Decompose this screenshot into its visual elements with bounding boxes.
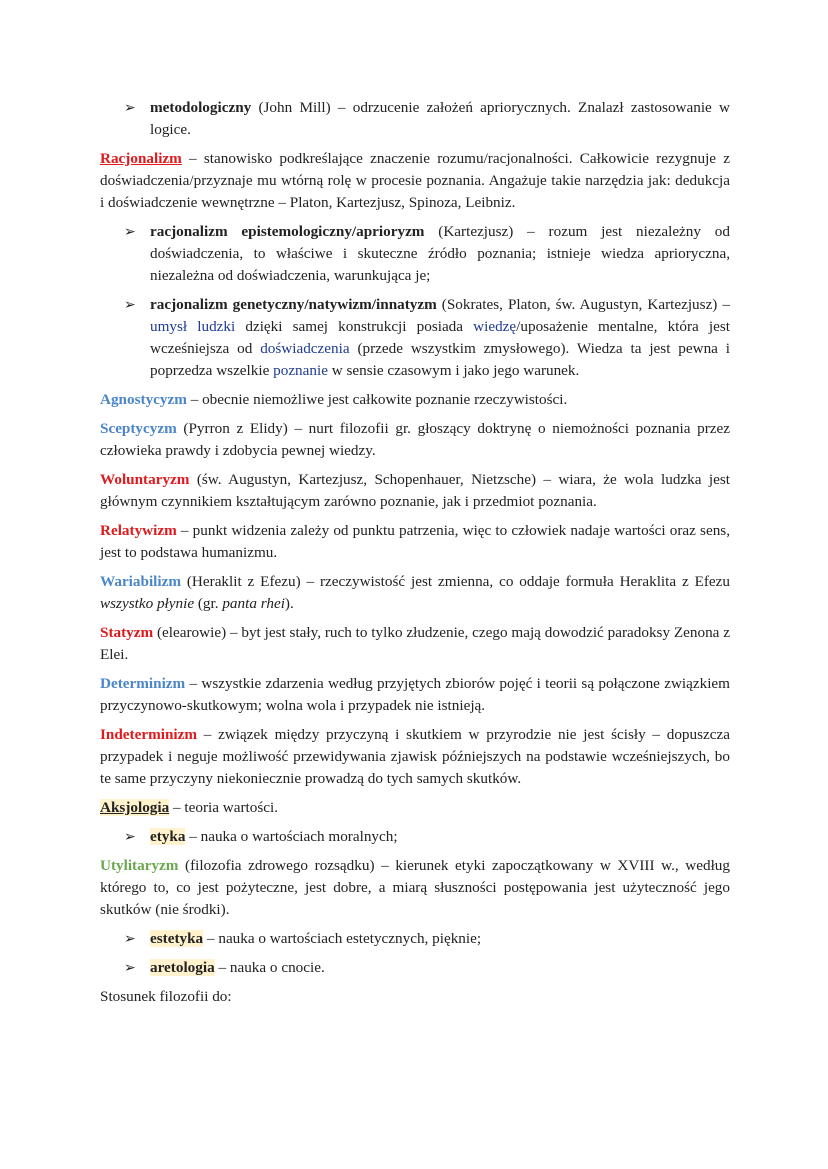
paragraph-racjonalizm [100,148,730,214]
definition-text: (Heraklit z Efezu) – rzeczywistość jest zmienna, co oddaje formuła Heraklita z Efezu [181,573,730,590]
bullet-estetyka [100,928,730,950]
definition-text: (Pyrron z Elidy) – nurt filozofii gr. głoszący doktrynę o niemożności poznania przez człowieka prawdy i zdobycia pewnej wiedzy. [100,420,730,459]
paragraph-stosunek [100,986,730,1008]
term-statyzm: Statyzm [100,624,154,641]
definition-text: – wszystkie zdarzenia według przyjętych zbiorów pojęć i teorii są połączone związkiem przyczynowo-skutkowym; wolna wola i przypadek nie istnieją. [100,675,730,714]
paragraph-sceptycyzm [100,418,730,462]
link-doswiadczenia[interactable]: doświadczenia [260,340,350,357]
bullet-racjonalizm-genetyczny [100,294,730,382]
bullet-aretologia [100,957,730,979]
paragraph-utylitaryzm [100,855,730,921]
term-relatywizm: Relatywizm [100,522,177,539]
link-umysl-ludzki[interactable]: umysł ludzki [150,318,236,335]
bullet-racjonalizm-epistemologiczny [100,221,730,287]
definition-text: (przede wszystkim zmysłowego). Wiedza ta jest pewna i poprzedza wszelkie [150,340,730,379]
term-metodologiczny: metodologiczny [150,99,252,116]
arrow-bullet-icon: ➢ [124,829,136,845]
definition-text: (Sokrates, Platon, św. Augustyn, Kartezjusz) – [436,296,730,313]
link-poznanie[interactable]: poznanie [273,362,328,379]
definition-text: dzięki samej konstrukcji posiada [235,318,474,335]
definition-text: – nauka o wartościach moralnych; [185,828,398,845]
definition-text: (elearowie) – byt jest stały, ruch to tylko złudzenie, czego mają dowodzić paradoksy Zenona z Elei. [100,624,730,663]
definition-text: (św. Augustyn, Kartezjusz, Schopenhauer, Nietzsche) – wiara, że wola ludzka jest głównym czynnikiem kształtującym zarówno poznanie, jak i przedmiot poznania. [100,471,730,510]
arrow-bullet-icon: ➢ [124,224,136,240]
definition-text: – nauka o wartościach estetycznych, pięknie; [203,930,482,947]
term-sceptycyzm: Sceptycyzm [100,420,177,437]
paragraph-statyzm [100,622,730,666]
arrow-bullet-icon: ➢ [124,931,136,947]
paragraph-wariabilizm [100,571,730,615]
term-estetyka: estetyka [150,930,204,947]
definition-text: (filozofia zdrowego rozsądku) – kierunek etyki zapoczątkowany w XVIII w., według którego to, co jest pożyteczne, jest dobre, a miarą słuszności postępowania jest użyteczność jego skutków (nie środki). [100,857,730,918]
term-racjonalizm-epistemologiczny: racjonalizm epistemologiczny/aprioryzm [150,223,425,240]
term-wariabilizm: Wariabilizm [100,573,181,590]
term-indeterminizm: Indeterminizm [100,726,198,743]
term-etyka: etyka [150,828,186,845]
definition-text: – obecnie niemożliwe jest całkowite poznanie rzeczywistości. [186,391,568,408]
term-aksjologia: Aksjologia [100,799,170,816]
term-woluntaryzm: Woluntaryzm [100,471,190,488]
bullet-metodologiczny [100,97,730,141]
document-page [100,97,730,1015]
definition-text: (John Mill) – odrzucenie założeń apriorycznych. Znalazł zastosowanie w logice. [150,99,730,138]
definition-text: – teoria wartości. [169,799,279,816]
definition-text: (Kartezjusz) – rozum jest niezależny od doświadczenia, to właściwe i skuteczne źródło poznania; istnieje wiedza aprioryczna, niezależna od doświadczenia, warunkująca je; [150,223,730,284]
paragraph-indeterminizm [100,724,730,790]
link-wiedze[interactable]: wiedzę [473,318,517,335]
italic-text: wszystko płynie [100,595,195,612]
definition-text: – punkt widzenia zależy od punktu patrzenia, więc to człowiek nadaje wartości oraz sens, jest to podstawa humanizmu. [100,522,730,561]
arrow-bullet-icon: ➢ [124,960,136,976]
paragraph-agnostycyzm [100,389,730,411]
term-utylitaryzm: Utylitaryzm [100,857,179,874]
arrow-bullet-icon: ➢ [124,100,136,116]
definition-text: /uposażenie mentalne, która jest wcześniejsza od [150,318,731,357]
term-determinizm: Determinizm [100,675,186,692]
bullet-etyka [100,826,730,848]
paragraph-relatywizm [100,520,730,564]
paragraph-determinizm [100,673,730,717]
definition-text: ). [284,595,294,612]
definition-text: – stanowisko podkreślające znaczenie rozumu/racjonalności. Całkowicie rezygnuje z doświadczenia/przyznaje mu wtórną rolę w procesie poznania. Angażuje takie narzędzia jak: dedukcja i doświadczenie wewnętrzne – Platon, Kartezjusz, Spinoza, Leibniz. [100,150,730,211]
term-racjonalizm: Racjonalizm [100,150,182,167]
paragraph-aksjologia [100,797,730,819]
definition-text: (gr. [194,595,223,612]
definition-text: – związek między przyczyną i skutkiem w przyrodzie nie jest ścisły – dopuszcza przypadek i neguje możliwość przewidywania zjawisk późniejszych na podstawie wcześniejszych, bo te same przyczyny niekoniecznie prowadzą do tych samych skutków. [100,726,730,787]
arrow-bullet-icon: ➢ [124,297,136,313]
definition-text: w sensie czasowym i jako jego warunek. [327,362,580,379]
term-aretologia: aretologia [150,959,215,976]
term-racjonalizm-genetyczny: racjonalizm genetyczny/natywizm/innatyzm [150,296,437,313]
paragraph-woluntaryzm [100,469,730,513]
italic-text: panta rhei [222,595,285,612]
definition-text: – nauka o cnocie. [214,959,325,976]
stosunek-text: Stosunek filozofii do: [100,988,232,1005]
term-agnostycyzm: Agnostycyzm [100,391,187,408]
